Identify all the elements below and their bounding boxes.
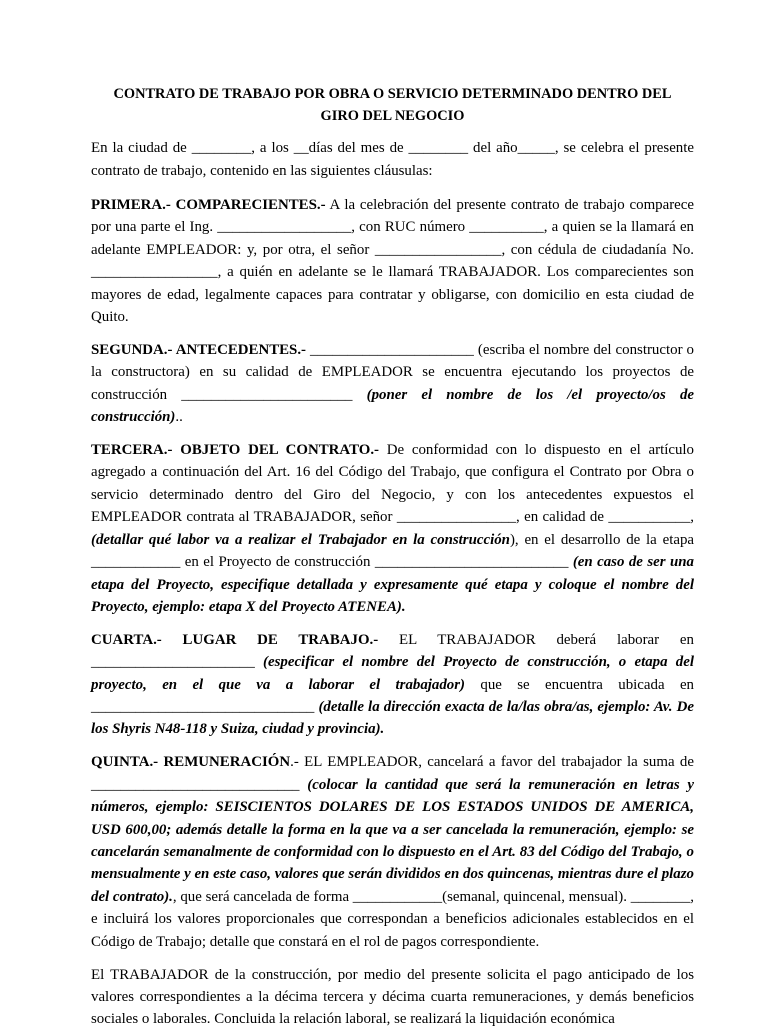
clause-segunda-instruction: (poner el nombre de los /el proyecto/os de construcción) — [91, 386, 694, 426]
clause-tercera-instruction: (detallar qué labor va a realizar el Trabajador en la construcción — [91, 531, 510, 548]
clause-cuarta-instruction: (especificar el nombre del Proyecto de construcción, o etapa del proyecto, en el que va a laborar el trabajador) — [91, 654, 694, 693]
clause-segunda-text: ______________________ (escriba el nombre del constructor o la constructora) en su calidad de EMPLEADOR se encuentra ejecutando los proyectos de construcción _______________________ — [91, 341, 694, 403]
clause-quinta-text-2: , que será cancelada de forma ____________(semanal, quincenal, mensual). ________, e incluirá los valores proporcionales que correspondan a beneficios adicionales establecidos en el Código de Trabajo; detalle que constará en el rol de pagos correspondiente. — [91, 888, 694, 950]
clause-tercera-heading: TERCERA.- OBJETO DEL CONTRATO.- — [91, 442, 379, 459]
clause-tercera-instruction-2: (en caso de ser una etapa del Proyecto, especifique detallada y expresamente qué etapa y coloque el nombre del Proyecto, ejemplo: etapa X del Proyecto ATENEA). — [91, 554, 694, 615]
clause-tercera — [91, 439, 694, 618]
clause-primera-text: A la celebración del presente contrato de trabajo comparece por una parte el Ing. __________________, con RUC número __________, a quien se la llamará en adelante EMPLEADOR: y, por otra, el señor _________________, con cédula de ciudadanía No. _________________, a quién en adelante se le llamará TRABAJADOR. Los comparecientes son mayores de edad, legalmente capaces para contratar y obligarse, con domicilio en esta ciudad de Quito. — [91, 197, 695, 326]
clause-segunda-heading: SEGUNDA.- ANTECEDENTES.- — [91, 341, 307, 358]
clause-primera-heading: PRIMERA.- COMPARECIENTES.- — [91, 197, 326, 213]
clause-cuarta-text: EL TRABAJADOR deberá laborar en ______________________ — [91, 631, 694, 671]
clause-segunda — [91, 339, 694, 429]
clause-segunda-text-end: .. — [175, 409, 183, 426]
clause-primera — [91, 194, 694, 328]
clause-cuarta — [91, 629, 694, 741]
clause-cuarta-heading: CUARTA.- LUGAR DE TRABAJO.- — [91, 631, 379, 648]
clause-quinta-text: .- EL EMPLEADOR, cancelará a favor del trabajador la suma de ____________________________ — [91, 754, 694, 793]
clause-tercera-text: De conformidad con lo dispuesto en el artículo agregado a continuación del Art. 16 del Código del Trabajo, que configura el Contrato por Obra o servicio determinado dentro del Giro del Negocio, y con los antecedentes expuestos el EMPLEADOR contrata al TRABAJADOR, señor ________________, en calidad de ___________, — [91, 442, 694, 526]
clause-cuarta-text-2: que se encuentra ubicada en ______________________________ — [91, 676, 694, 716]
clause-quinta — [91, 751, 694, 953]
document-title: CONTRATO DE TRABAJO POR OBRA O SERVICIO DETERMINADO DENTRO DEL GIRO DEL NEGOCIO — [113, 86, 672, 124]
final-paragraph: El TRABAJADOR de la construcción, por medio del presente solicita el pago anticipado de los valores correspondientes a la décima tercera y décima cuarta remuneraciones, y demás beneficios sociales o laborales. Concluida la relación laboral, se realizará la liquidación económica — [91, 966, 694, 1028]
clause-cuarta-instruction-2: (detalle la dirección exacta de la/las obra/as, ejemplo: Av. De los Shyris N48-118 y Suiza, ciudad y provincia). — [91, 699, 694, 738]
clause-quinta-heading: QUINTA.- REMUNERACIÓN — [91, 754, 291, 771]
clause-quinta-instruction: (colocar la cantidad que será la remuneración en letras y números, ejemplo: SEISCIENTOS DOLARES DE LOS ESTADOS UNIDOS DE AMERICA, USD 600,00; además detalle la forma en la que va a ser cancelada la remuneración, ejemplo: se cancelarán semanalmente de conformidad con lo dispuesto en el Art. 83 del Código del Trabajo, o mensualmente y en este caso, valores que serán divididos en dos quincenas, mientras dure el plazo del contrato). — [91, 776, 694, 905]
clause-tercera-text-2: ), en el desarrollo de la etapa ____________ en el Proyecto de construcción __________________________ — [91, 531, 695, 571]
intro-paragraph: En la ciudad de ________, a los __días del mes de ________ del año_____, se celebra el presente contrato de trabajo, contenido en las siguientes cláusulas: — [91, 140, 694, 179]
